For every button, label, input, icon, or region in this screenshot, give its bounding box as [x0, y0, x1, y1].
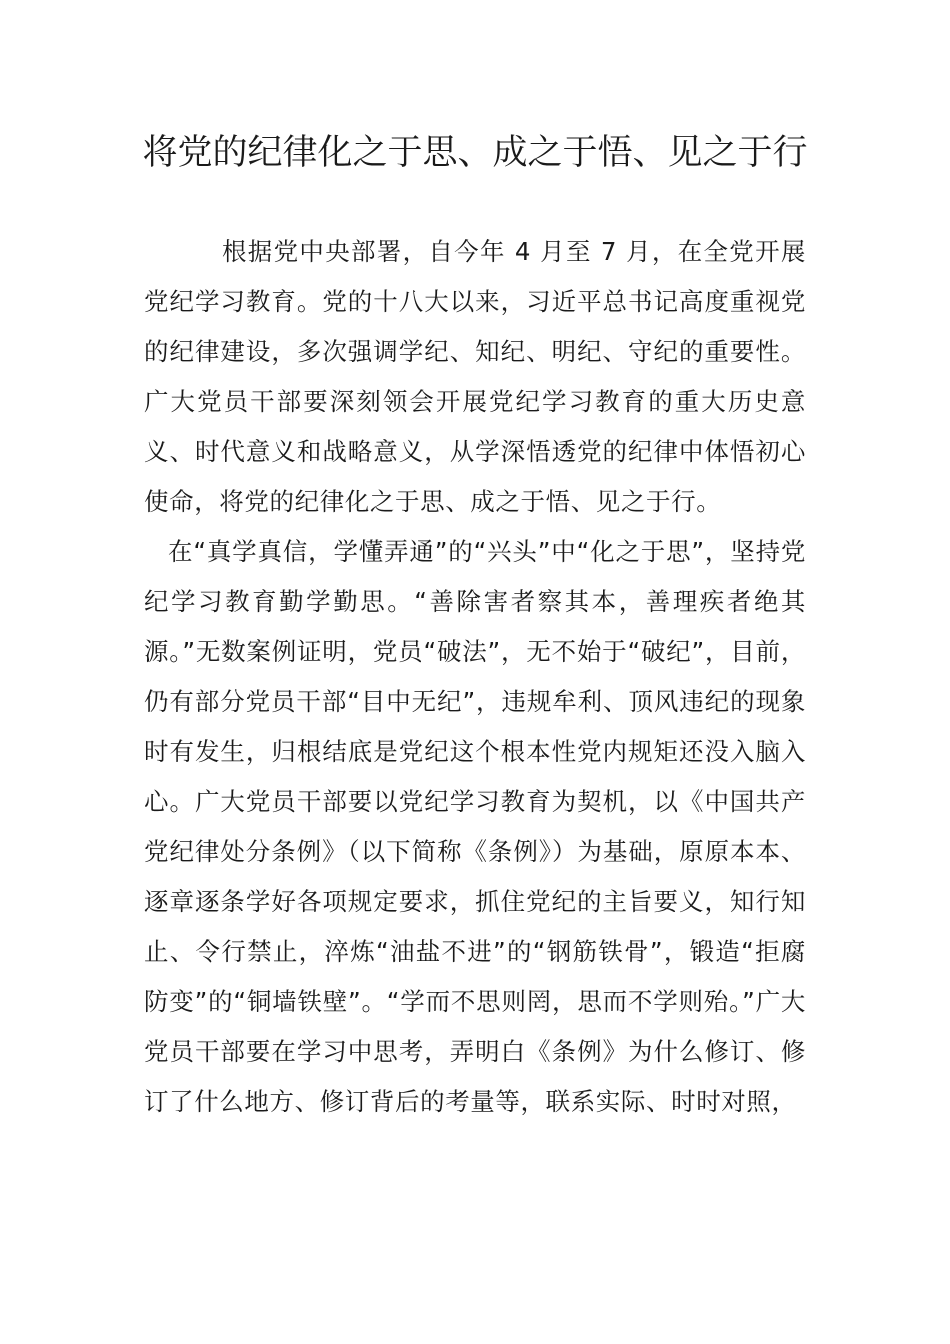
document-body: [144, 227, 806, 1127]
document-title: 将党的纪律化之于思、成之于悟、见之于行: [142, 133, 808, 173]
paragraph-think: 在“真学真信，学懂弄通”的“兴头”中“化之于思”，坚持党纪学习教育勤学勤思。“善除害者察其本，善理疾者绝其源。”无数案例证明，党员“破法”，无不始于“破纪”，目前，仍有部分党员干部“目中无纪”，违规牟利、顶风违纪的现象时有发生，归根结底是党纪这个根本性党内规矩还没入脑入心。广大党员干部要以党纪学习教育为契机，以《中国共产党纪律处分条例》（以下简称《条例》）为基础，原原本本、逐章逐条学好各项规定要求，抓住党纪的主旨要义，知行知止、令行禁止，淬炼“油盐不进”的“钢筋铁骨”，锻造“拒腐防变”的“铜墙铁壁”。“学而不思则罔，思而不学则殆。”广大党员干部要在学习中思考，弄明白《条例》为什么修订、修订了什么地方、修订背后的考量等，联系实际、时时对照，: [144, 537, 806, 1116]
paragraph-intro: 根据党中央部署，自今年 4 月至 7 月，在全党开展党纪学习教育。党的十八大以来，习近平总书记高度重视党的纪律建设，多次强调学纪、知纪、明纪、守纪的重要性。广大党员干部要深刻领会开展党纪学习教育的重大历史意义、时代意义和战略意义，从学深悟透党的纪律中体悟初心使命，将党的纪律化之于思、成之于悟、见之于行。: [144, 237, 806, 516]
